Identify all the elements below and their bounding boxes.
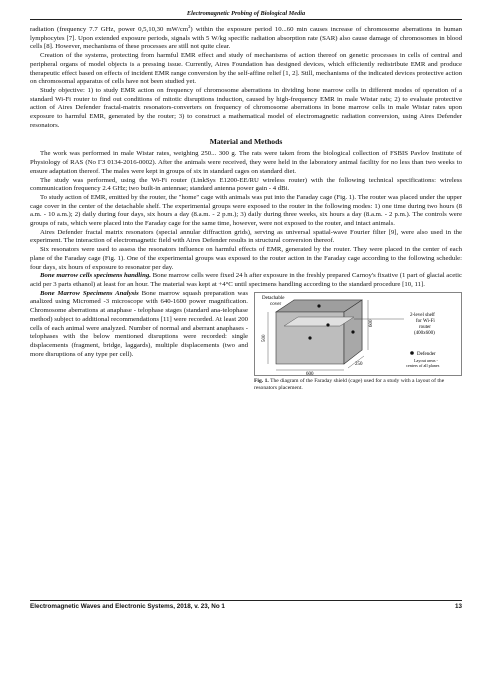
dimension-label-500: 500 [262,334,267,342]
intro-paragraph-1 [30,23,462,52]
intro-paragraph-3: Study objective: 1) to study EMR action on frequency of chromosome aberrations in dividing bone marrow cells in different modes of operation of a standard Wi-Fi router to find out conditions of mitotic disruptions induction, caused by high-frequency EMR in male Wistar rats; 2) to evaluate protective action of Aires Defender fractal-matrix resonators-converters on frequency of chromosome aberrations in bone marrow cells in male Wistar rates upon exposure to harmful EMR, generated by the router; 3) to construct a mathematical model of electromagnetic radiation conversion, using Aires Defender resonators. [30,86,462,129]
dimension-label-250: 250 [355,361,363,367]
label-shelf-line2: for Wi-Fi [416,318,435,324]
label-shelf-line3: router [419,324,431,330]
run-in-heading: Bone marrow cells specimens handling. [40,272,151,280]
methods-paragraph-2: The study was performed, using the Wi-Fi router (LinkSys E1200-EE/RU wireless router) with the following technical specifications: wireless communication frequency 2.4 GHz; two built-in antennae; standard antenna power gain - 4 dBi. [30,176,462,193]
legend-defender-label: Defender [417,351,436,357]
methods-paragraph-4: Aires Defender fractal matrix resonators (special annular diffraction grids), serving as universal spatial-wave Fourier filter [9], were also used in the experiment. The interaction of electromagnetic field with Aires Defender results in structural conversion thereof. [30,228,462,245]
faraday-cage-diagram [254,292,462,376]
journal-citation: Electromagnetic Waves and Electronic Systems, 2018, v. 23, No 1 [30,603,225,610]
methods-p6-text: Bone marrow cells were fixed 24 h after exposure in the freshly prepared Carnoy's fixative (1 part of glacial acetic acid per 3 parts ethanol) at least for an hour. The material was kept at +4°C until specimens handling according to the standard procedure [10, 11]. [30,272,463,288]
dimension-label-600-bottom: 600 [306,371,314,376]
figure-caption-label: Fig. 1. [254,377,269,384]
label-shelf-line4: (400x600) [414,330,435,336]
legend-defender-icon [410,351,414,355]
label-cover: cover [270,301,282,307]
running-title: Electromagnetic Probing of Biological Media [30,10,462,20]
methods-paragraph-1: The work was performed in male Wistar rates, weighing 250... 300 g. The rats were taken from the biological collection of FSBIS Pavlov Institute of Physiology of RAS (No ГЗ 0134-2016-0002). After the animals were received, they were held in the laboratory animal facility for no less than two weeks to ensure adaptation thereof. The males were kept in groups of six in standard cages on standard diet. [30,150,462,175]
methods-p7-text: Bone marrow squash preparation was analized using Micromed -3 microscope with 640-1600 power magnification. Chromosome aberrations at anaphase - telophase stages (standard ana-telophase method) subject to additional recommendations [11] were recorded. At least 200 cells of each animal were analyzed. Number of normal and aberrant anaphases - telophases with the below mentioned disruptions were recorded: single displacements (fragment, bridge, laggards), multiple displacements (two and more disruptions of any type per cell). [30,289,248,358]
section-heading: Material and Methods [209,137,283,147]
methods-paragraph-7 [30,290,248,360]
defender-marker-front [308,336,311,339]
defender-marker-top [317,304,320,307]
superscript: 2 [188,23,191,29]
figure-1 [254,292,462,392]
legend-layout-line2: centers of all planes [406,362,440,368]
label-shelf-line1: 2-level shelf [410,312,435,318]
methods-paragraph-6 [30,272,462,289]
figure-wrap-section [30,289,462,391]
methods-paragraph-5: Six resonators were used to assess the resonators influence on harmful effects of EMR, generated by the router. They were placed in the center of each plane of the Faraday cage (Fig. 1). One of the experimental groups was exposed to the router action in the Faraday cage according to the following schedule: four days, six hours of exposure to resonator per day. [30,246,462,271]
figure-caption-text: The diagram of the Faraday shield (cage) used for a study with a layout of the resonators placement. [254,377,445,391]
intro-paragraph-2: Creation of the systems, protecting from harmful EMR effect and study of mechanisms of action thereof on genetic processes in cells of central and peripheral organs of model objects is a pressing issue. Currently, Aires Foundation has designed devices, which efficiently redistribute EMR and produce therapeutic effect based on effects of incident EMR range conversion by the self-affine relief [1, 2]. Still, mechanisms of the indicated devices protective action on chromosomal apparatus of cells have not been studied yet. [30,52,462,86]
page-footer [30,600,462,610]
run-in-heading: Bone Marrow Specimens Analysis [40,289,139,297]
methods-paragraph-3: To study action of EMR, emitted by the router, the "home" cage with animals was put into the Faraday cage (Fig. 1). The router was placed under the upper cage cover in the center of the detachable shelf. The experimental groups were exposed to the router in the following modes: 1) one time during two hours (8 a.m. - 10 a.m.); 2) daily during four days, six hours a day (8.a.m. - 2 p.m.); 3) daily during three weeks, six hours a day (8.a.m. - 2 p.m.). The controls were groups of rats, which were placed into the Faraday cage for the same time, however, were not exposed to the router, and intact animals. [30,193,462,228]
intro-p1-rest: ) within the exposure period 10...60 min causes increase of chromosome aberrations in human lymphocytes [7]. Upon extended exposure periods, signals with 5 W/kg specific radiation absorption rate (SAR) also cause damage of chromosomes in blood cells [8]. However, mechanisms of these processes are still not quite clear. [30,26,462,51]
wrap-text-column [30,290,248,360]
figure-caption [254,378,462,392]
page-number: 13 [454,603,462,610]
defender-marker-back [326,323,329,326]
article-body [30,23,463,391]
intro-p1-text: radiation (frequency 7.7 GHz, power 0,5,10,30 mW/cm [30,26,189,33]
legend-layout-line1: Layout areas - [414,357,438,363]
dimension-label-600-side: 600 [369,319,374,327]
label-detachable: Detachable [262,295,285,301]
defender-marker-side [351,330,354,333]
